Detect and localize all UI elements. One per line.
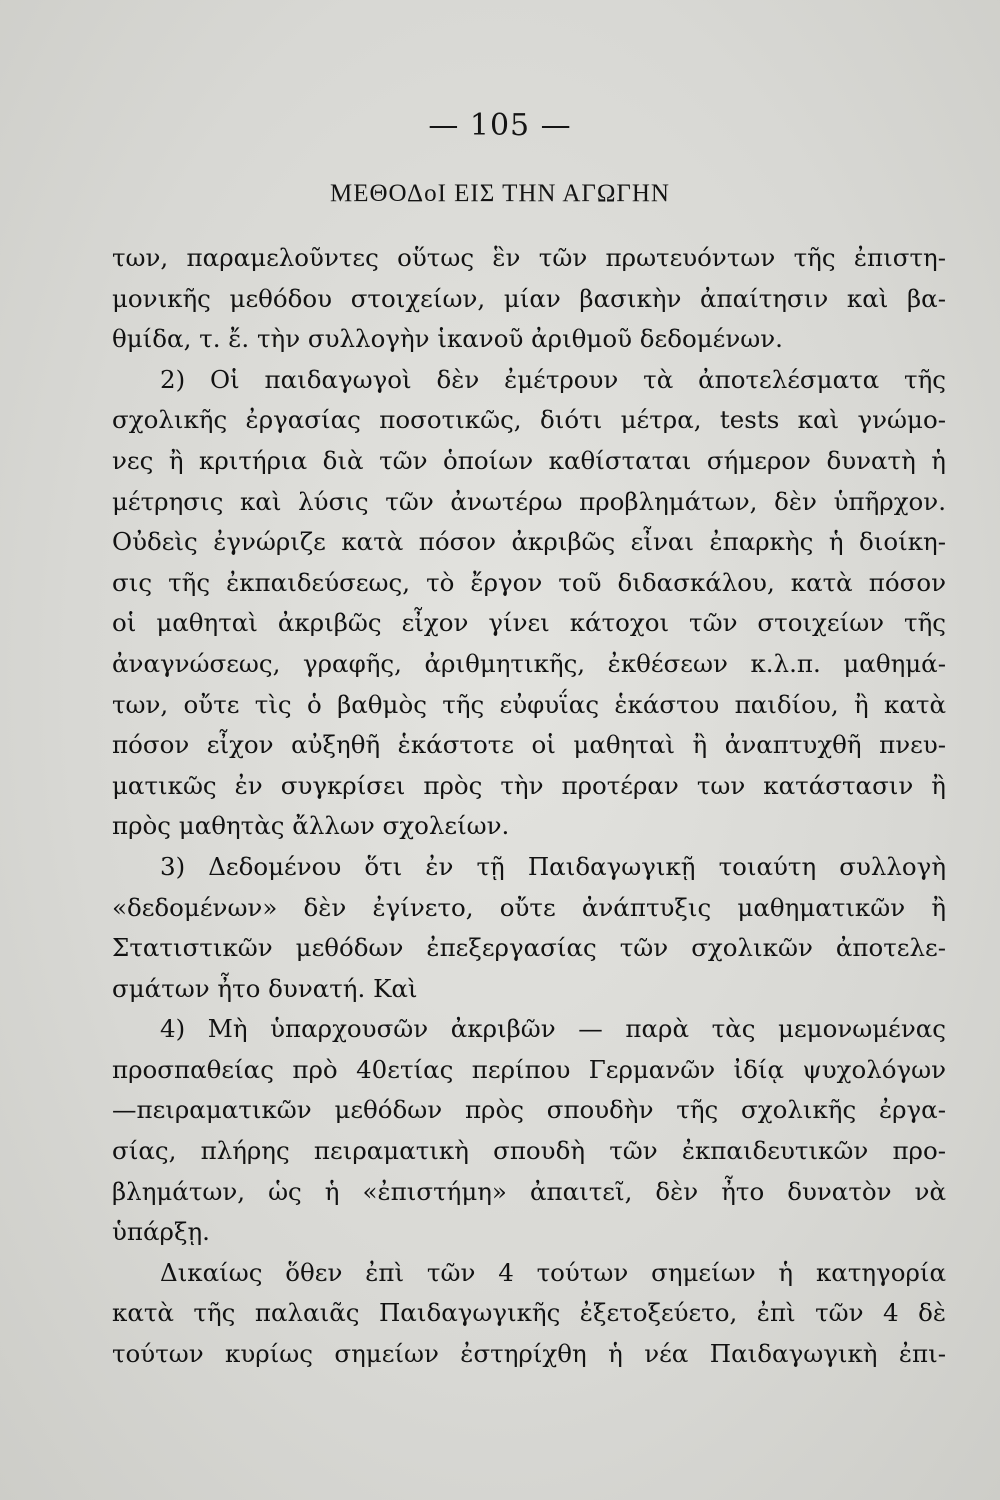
text-line: πρὸς μαθητὰς ἄλλων σχολείων.	[112, 811, 510, 841]
text-line: οἱ μαθηταὶ ἀκριβῶς εἶχον γίνει κάτοχοι τῶν στοιχείων τῆς	[112, 608, 946, 638]
text-line: τούτων κυρίως σημείων ἐστηρίχθη ἡ νέα Παιδαγωγικὴ ἐπι-	[112, 1339, 946, 1369]
text-line: προσπαθείας πρὸ 40ετίας περίπου Γερμανῶν ἰδίᾳ ψυχολόγων	[112, 1054, 946, 1084]
text-line: Δικαίως ὅθεν ἐπὶ τῶν 4 τούτων σημείων ἡ κατηγορία	[160, 1257, 946, 1287]
text-line: των, οὔτε τὶς ὁ βαθμὸς τῆς εὐφυΐας ἑκάστου παιδίου, ἢ κατὰ	[112, 689, 946, 719]
text-line: σίας, πλήρης πειραματικὴ σπουδὴ τῶν ἐκπαιδευτικῶν προ-	[112, 1136, 946, 1166]
text-line: 2) Οἱ παιδαγωγοὶ δὲν ἐμέτρουν τὰ ἀποτελέσματα τῆς	[160, 364, 946, 394]
text-line: «δεδομένων» δὲν ἐγίνετο, οὔτε ἀνάπτυξις μαθηματικῶν ἢ	[112, 892, 946, 922]
text-line: νες ἢ κριτήρια διὰ τῶν ὁποίων καθίσταται σήμερον δυνατὴ ἡ	[112, 445, 946, 475]
text-line: των, παραμελοῦντες οὕτως ἓν τῶν πρωτευόντων τῆς ἐπιστη-	[112, 243, 946, 272]
text-line: μονικῆς μεθόδου στοιχείων, μίαν βασικὴν ἀπαίτησιν καὶ βα-	[112, 283, 946, 313]
text-line: πόσον εἶχον αὐξηθῆ ἑκάστοτε οἱ μαθηταὶ ἢ ἀναπτυχθῆ πνευ-	[112, 730, 946, 760]
text-line: σις τῆς ἐκπαιδεύσεως, τὸ ἔργον τοῦ διδασκάλου, κατὰ πόσον	[112, 567, 946, 597]
body-text	[112, 238, 946, 1375]
text-line: κατὰ τῆς παλαιᾶς Παιδαγωγικῆς ἐξετοξεύετο, ἐπὶ τῶν 4 δὲ	[112, 1298, 946, 1328]
text-line: ματικῶς ἐν συγκρίσει πρὸς τὴν προτέραν των κατάστασιν ἢ	[112, 770, 946, 800]
text-line: 4) Μὴ ὑπαρχουσῶν ἀκριβῶν — παρὰ τὰς μεμονωμένας	[160, 1014, 946, 1044]
text-line: σμάτων ἦτο δυνατή. Καὶ	[112, 973, 418, 1003]
text-line: βλημάτων, ὡς ἡ «ἐπιστήμη» ἀπαιτεῖ, δὲν ἦτο δυνατὸν νὰ	[112, 1176, 946, 1206]
text-line: Στατιστικῶν μεθόδων ἐπεξεργασίας τῶν σχολικῶν ἀποτελε-	[112, 933, 946, 963]
text-line: σχολικῆς ἐργασίας ποσοτικῶς, διότι μέτρα, tests καὶ γνώμο-	[112, 405, 946, 435]
text-line: 3) Δεδομένου ὅτι ἐν τῇ Παιδαγωγικῇ τοιαύτη συλλογὴ	[160, 851, 946, 881]
text-line: θμίδα, τ. ἔ. τὴν συλλογὴν ἱκανοῦ ἀριθμοῦ δεδομένων.	[112, 324, 783, 354]
running-head: ΜΕΘΟΔοΙ ΕΙΣ ΤΗΝ ΑΓΩΓΗΝ	[330, 180, 670, 207]
text-line: Οὐδεὶς ἐγνώριζε κατὰ πόσον ἀκριβῶς εἶναι ἐπαρκὴς ἡ διοίκη-	[112, 527, 946, 557]
text-line: μέτρησις καὶ λύσις τῶν ἀνωτέρω προβλημάτων, δὲν ὑπῆρχον.	[112, 486, 946, 516]
text-line: ἀναγνώσεως, γραφῆς, ἀριθμητικῆς, ἐκθέσεων κ.λ.π. μαθημά-	[112, 648, 946, 678]
page-number: — 105 —	[428, 108, 572, 143]
text-line: ὑπάρξῃ.	[112, 1217, 210, 1247]
text-line: —πειραματικῶν μεθόδων πρὸς σπουδὴν τῆς σχολικῆς ἐργα-	[112, 1095, 946, 1125]
